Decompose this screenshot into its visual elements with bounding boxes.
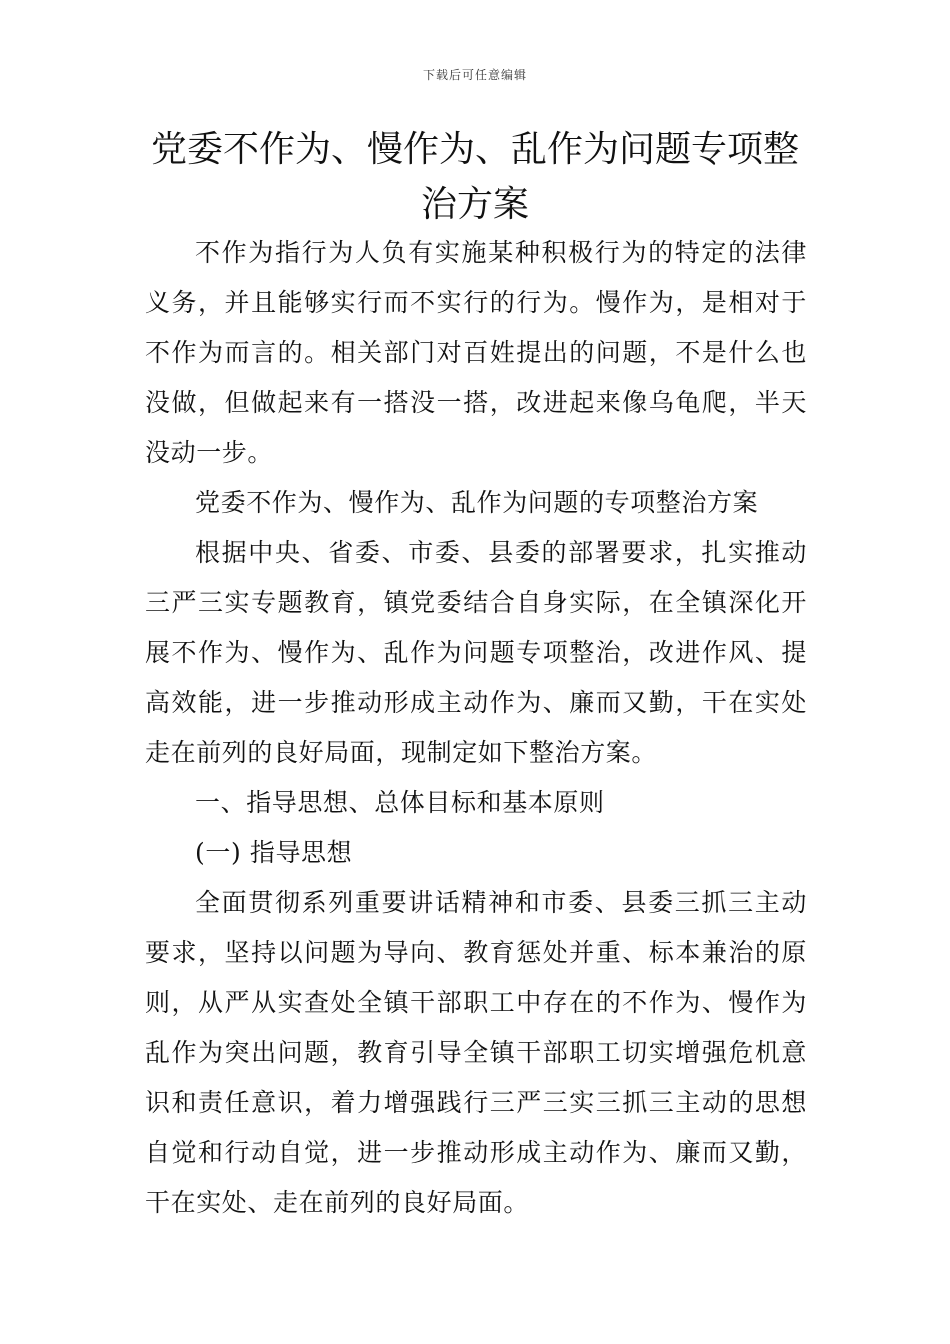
paragraph-guiding-thought: 全面贯彻系列重要讲话精神和市委、县委三抓三主动要求，坚持以问题为导向、教育惩处并重、标本兼治的原则，从严从实查处全镇干部职工中存在的不作为、慢作为乱作为突出问题，教育引导全镇干部职工切实增强危机意识和责任意识，着力增强践行三严三实三抓三主动的思想自觉和行动自觉，进一步推动形成主动作为、廉而又勤，干在实处、走在前列的良好局面。 (145, 888, 807, 1217)
paragraph-subtitle: 党委不作为、慢作为、乱作为问题的专项整治方案 (195, 488, 759, 517)
paragraph-intro: 不作为指行为人负有实施某种积极行为的特定的法律义务，并且能够实行而不实行的行为。慢作为，是相对于不作为而言的。相关部门对百姓提出的问题，不是什么也没做，但做起来有一搭没一搭，改进起来像乌龟爬，半天没动一步。 (145, 238, 807, 467)
section-heading-1: 一、指导思想、总体目标和基本原则 (195, 788, 605, 817)
document-title: 党委不作为、慢作为、乱作为问题专项整治方案 (150, 129, 799, 225)
document-body (145, 228, 807, 1228)
paragraph-background: 根据中央、省委、市委、县委的部署要求，扎实推动三严三实专题教育，镇党委结合自身实际，在全镇深化开展不作为、慢作为、乱作为问题专项整治，改进作风、提高效能，进一步推动形成主动作为、廉而又勤，干在实处走在前列的良好局面，现制定如下整治方案。 (145, 538, 807, 767)
subsection-heading-1: (一) 指导思想 (195, 838, 353, 867)
header-note: 下载后可任意编辑 (422, 68, 527, 82)
